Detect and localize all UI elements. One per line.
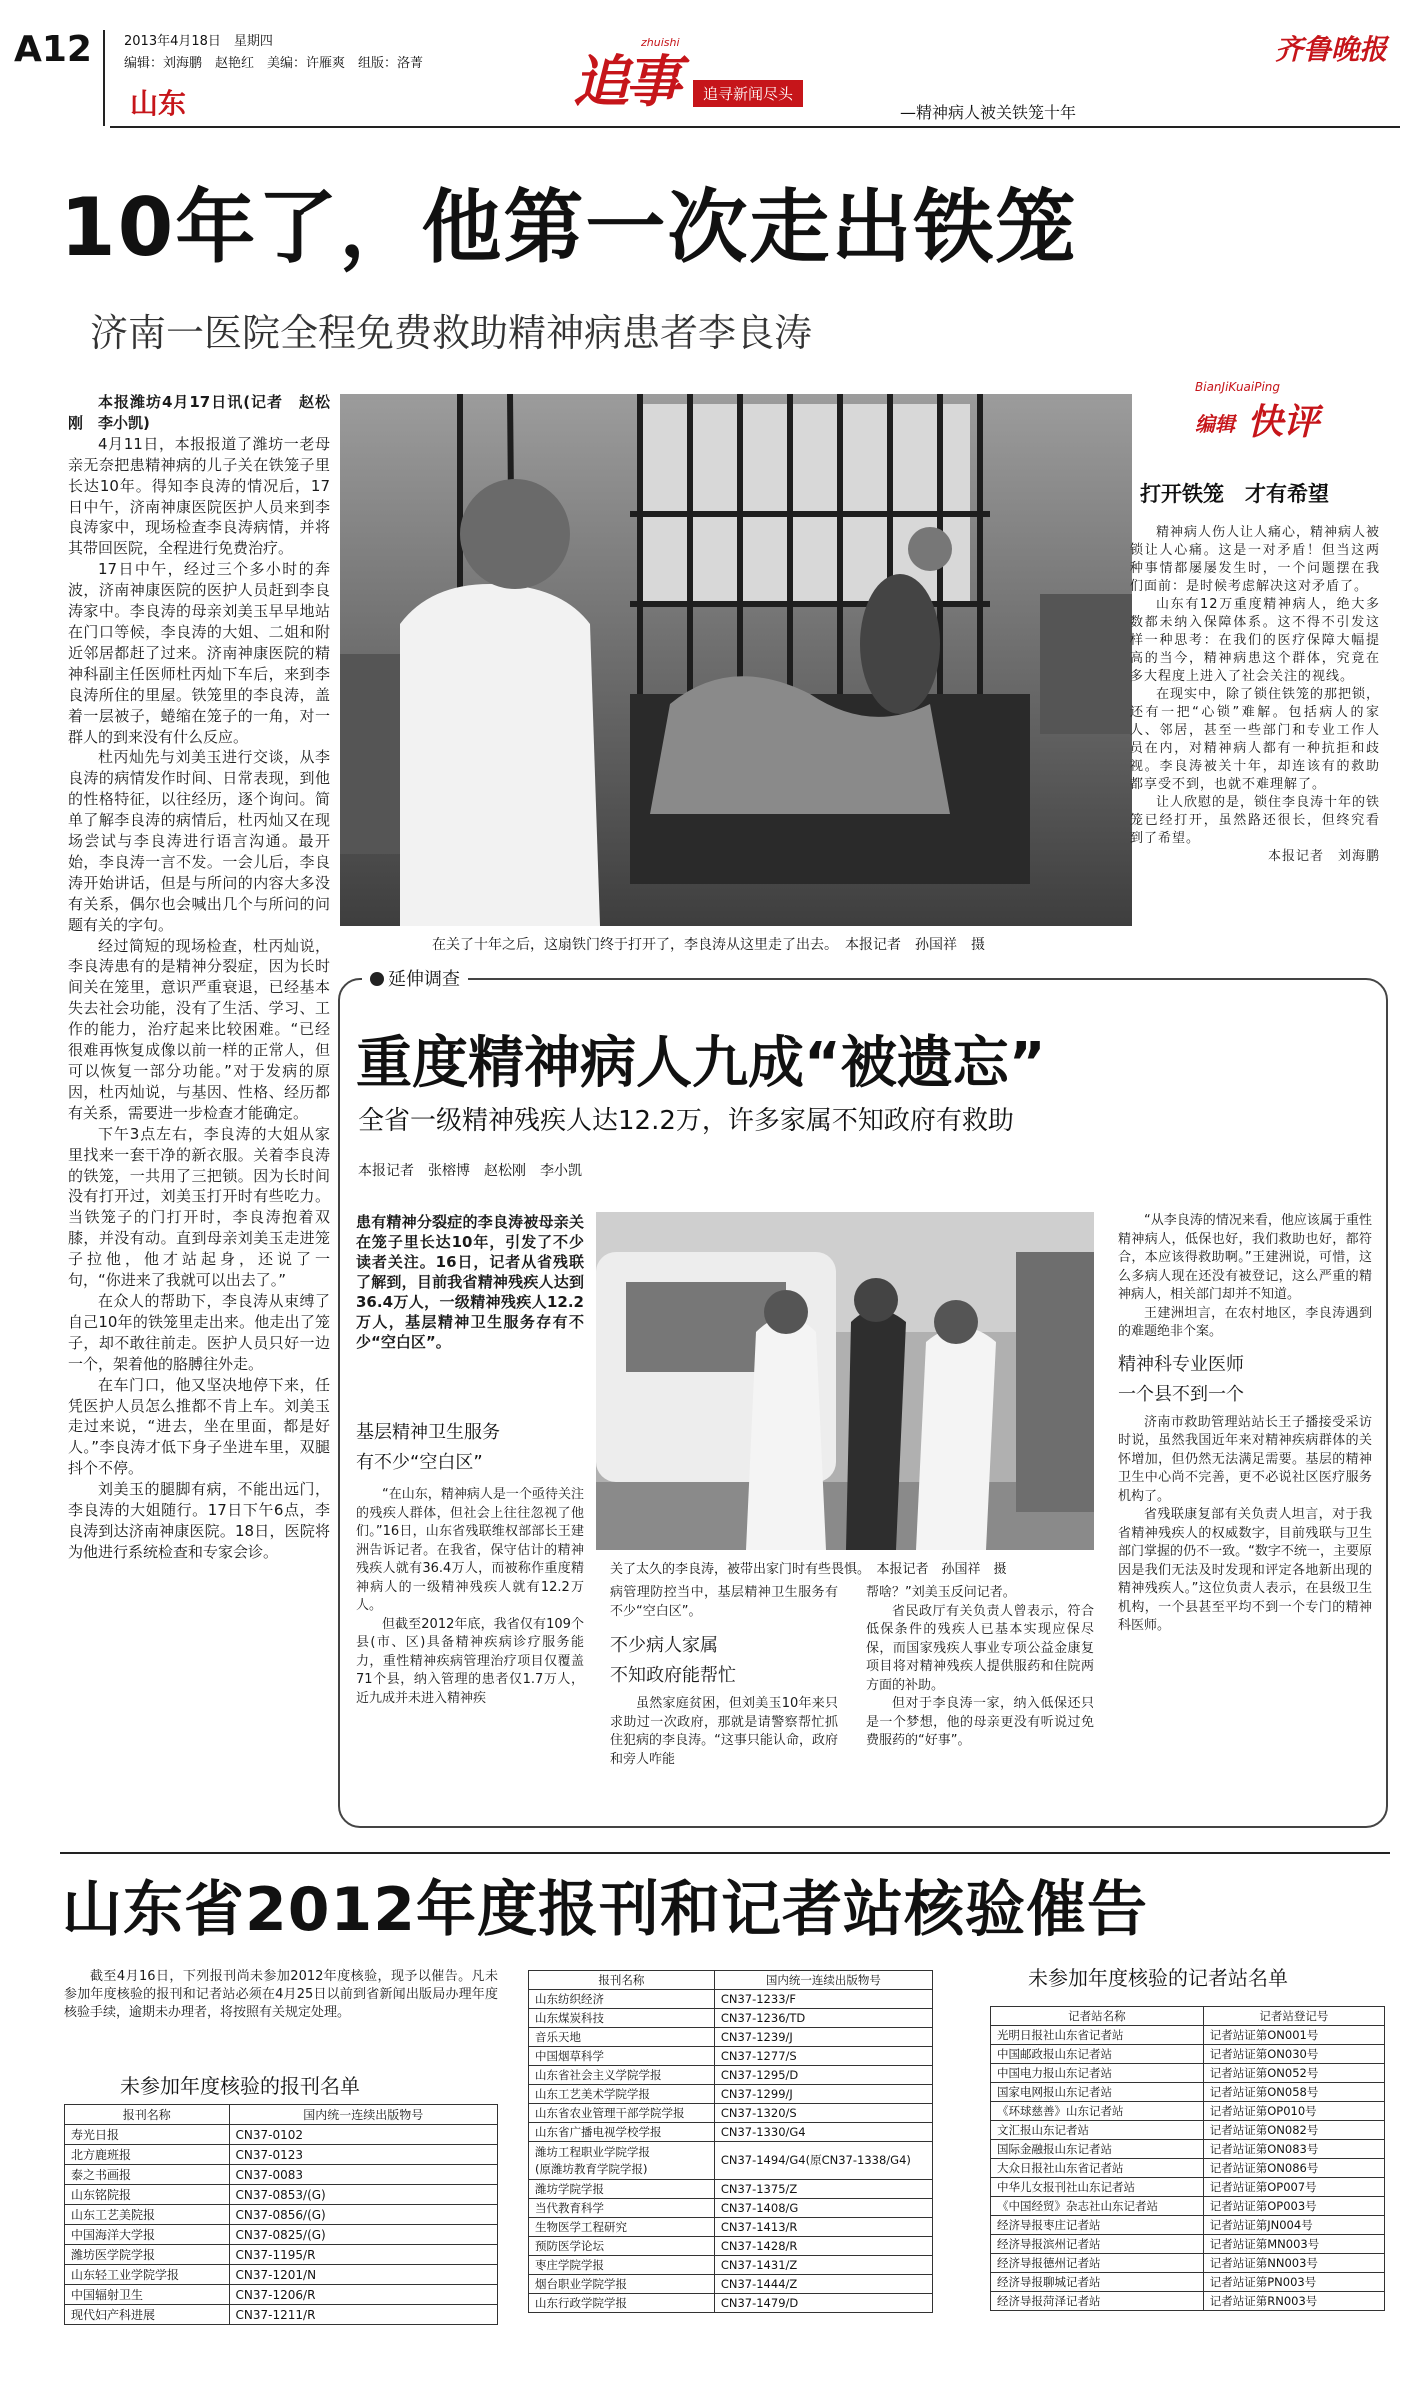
main-paragraph: 在众人的帮助下，李良涛从束缚了自己10年的铁笼里走出来。他走出了笼子，却不敢往前走。医护人员只好一边一个，架着他的胳膊往外走。	[68, 1291, 330, 1373]
investigation-paragraph: 王建洲坦言，在农村地区，李良涛遇到的难题绝非个案。	[1118, 1305, 1372, 1339]
table-row	[991, 2045, 1385, 2064]
table-cell: 潍坊学院学报	[529, 2180, 715, 2199]
commentary-paragraph: 山东有12万重度精神病人，绝大多数都未纳入保障体系。这不得不引发这样一种思考：在我们的医疗保障大幅提高的当今，精神病患这个群体，究竟在多大程度上进入了社会关注的视线。	[1130, 597, 1380, 684]
table-row	[65, 2245, 498, 2265]
periodical-table-1	[64, 2104, 498, 2325]
table-row	[991, 2083, 1385, 2102]
table-cell: 记者站证第OP010号	[1203, 2102, 1384, 2121]
table-cell: 生物医学工程研究	[529, 2218, 715, 2237]
table-cell: 记者站证第ON052号	[1203, 2064, 1384, 2083]
table-row	[529, 2085, 933, 2104]
table-cell: 经济导报枣庄记者站	[991, 2216, 1204, 2235]
notice-headline: 山东省2012年度报刊和记者站核验催告	[62, 1875, 1148, 1945]
investigation-col4	[1118, 1212, 1372, 1812]
sub2-title-b: 不知政府能帮忙	[610, 1665, 736, 1686]
section-name: 山东	[130, 87, 187, 120]
table-cell: CN37-1413/R	[714, 2218, 932, 2237]
table-row	[991, 2140, 1385, 2159]
table-cell: CN37-0123	[229, 2145, 497, 2165]
sub2-title	[610, 1631, 838, 1691]
commentary-paragraph: 精神病人伤人让人痛心，精神病人被锁让人心痛。这是一对矛盾！但当这两种事情都屡屡发生时，一个问题摆在我们面前：是时候考虑解决这对矛盾了。	[1130, 525, 1380, 594]
table-header-cell: 记者站名称	[991, 2007, 1204, 2026]
investigation-paragraph: “在山东，精神病人是一个亟待关注的残疾人群体，但社会上往往忽视了他们。”16日，山东省残联维权部部长王建洲告诉记者。在我省，保守估计的精神残疾人就有36.4万人，而被称作重度精神病人的一级精神残疾人就有12.2万人。	[356, 1487, 584, 1613]
table-row	[65, 2265, 498, 2285]
column-logo	[573, 32, 873, 122]
commentary-paragraph: 在现实中，除了锁住铁笼的那把锁，还有一把“心锁”难解。包括病人的家人、邻居，甚至一些部门和专业工作人员在内，对精神病人都有一种抗拒和歧视。李良涛被关十年，却连该有的救助都享受不到，也就不难理解了。	[1130, 687, 1380, 792]
commentary-body	[1130, 524, 1380, 959]
table-cell: 记者站证第ON086号	[1203, 2159, 1384, 2178]
table-header-cell: 国内统一连续出版物号	[229, 2105, 497, 2125]
table-row	[65, 2205, 498, 2225]
table-row	[991, 2102, 1385, 2121]
table-cell: 文汇报山东记者站	[991, 2121, 1204, 2140]
table-row	[991, 2178, 1385, 2197]
topic-line: —精神病人被关铁笼十年	[900, 103, 1077, 122]
investigation-photo-caption: 关了太久的李良涛，被带出家门时有些畏惧。 本报记者 孙国祥 摄	[610, 1562, 1007, 1577]
table-header-cell: 报刊名称	[529, 1971, 715, 1990]
table-cell: CN37-1239/J	[714, 2028, 932, 2047]
table-row	[65, 2165, 498, 2185]
table-cell: 中国电力报山东记者站	[991, 2064, 1204, 2083]
table-cell: 枣庄学院学报	[529, 2256, 715, 2275]
column-pinyin: zhuishi	[641, 36, 680, 49]
table-row	[991, 2292, 1385, 2311]
main-photo-caption: 在关了十年之后，这扇铁门终于打开了，李良涛从这里走了出去。 本报记者 孙国祥 摄	[432, 937, 985, 953]
main-body-column	[68, 392, 330, 1827]
table-cell: CN37-1330/G4	[714, 2123, 932, 2142]
table-row	[529, 2028, 933, 2047]
sub2-title-a: 不少病人家属	[610, 1635, 718, 1656]
commentary-pinyin: BianJiKuaiPing	[1195, 380, 1281, 394]
table-cell: 现代妇产科进展	[65, 2305, 230, 2325]
table-cell: CN37-1444/Z	[714, 2275, 932, 2294]
main-paragraph: 杜丙灿先与刘美玉进行交谈，从李良涛的病情发作时间、日常表现，到他的性格特征，以往经历，逐个询问。简单了解李良涛的病情后，杜丙灿又在现场尝试与李良涛进行语言沟通。最开始，李良涛一言不发。一会儿后，李良涛开始讲话，但是与所问的内容大多没有关系，偶尔也会喊出几个与所问的问题有关的字句。	[68, 748, 330, 934]
table-cell: 山东纺织经济	[529, 1990, 715, 2009]
table-cell: 记者站证第MN003号	[1203, 2235, 1384, 2254]
investigation-subhead: 全省一级精神残疾人达12.2万，许多家属不知政府有救助	[358, 1106, 1014, 1136]
table-cell: 山东铭院报	[65, 2185, 230, 2205]
table-row	[529, 2237, 933, 2256]
investigation-paragraph: 省民政厅有关负责人曾表示，符合低保条件的残疾人已基本实现应保尽保，而国家残疾人事业专项公益金康复项目将对精神残疾人提供服药和住院两方面的补助。	[866, 1603, 1094, 1693]
table-cell: 烟台职业学院学报	[529, 2275, 715, 2294]
table-cell: 经济导报聊城记者站	[991, 2273, 1204, 2292]
main-headline: 10年了，他第一次走出铁笼	[60, 181, 1078, 274]
table-header-row	[529, 1971, 933, 1990]
table-row	[991, 2197, 1385, 2216]
table-cell: CN37-1479/D	[714, 2294, 932, 2313]
table-row	[529, 2256, 933, 2275]
commentary-title: 打开铁笼 才有希望	[1140, 482, 1329, 506]
table-row	[529, 2066, 933, 2085]
sub1-title-a: 基层精神卫生服务	[356, 1422, 500, 1443]
investigation-paragraph: “从李良涛的情况来看，他应该属于重性精神病人，低保也好，我们救助也好，都符合，本应该得救助啊。”王建洲说，可惜，这么多病人现在还没有被登记，这么严重的精神病人，相关部门却并不知道。	[1118, 1213, 1372, 1302]
table-header-cell: 记者站登记号	[1203, 2007, 1384, 2026]
investigation-headline	[356, 1030, 1046, 1098]
table-cell: CN37-1375/Z	[714, 2180, 932, 2199]
periodical-table-2	[528, 1970, 933, 2313]
editors-line: 编辑：刘海鹏 赵艳红 美编：许雁爽 组版：洛菁	[124, 56, 424, 71]
table-cell: 中国辐射卫生	[65, 2285, 230, 2305]
table-cell: 北方鹿班报	[65, 2145, 230, 2165]
investigation-paragraph: 帮啥？”刘美玉反问记者。	[866, 1585, 1016, 1600]
table-cell: 山东轻工业学院学报	[65, 2265, 230, 2285]
table-cell: 光明日报社山东省记者站	[991, 2026, 1204, 2045]
main-photo	[340, 394, 1132, 926]
table-cell: 山东省社会主义学院学报	[529, 2066, 715, 2085]
table-row	[529, 2180, 933, 2199]
table-row	[65, 2145, 498, 2165]
table-cell: 山东省农业管理干部学院学报	[529, 2104, 715, 2123]
table-cell: 《环球慈善》山东记者站	[991, 2102, 1204, 2121]
table-cell: 记者站证第OP003号	[1203, 2197, 1384, 2216]
main-dateline: 本报潍坊4月17日讯(记者 赵松刚 李小凯)	[68, 393, 330, 432]
commentary-paragraph: 让人欣慰的是，锁住李良涛十年的铁笼已经打开，虽然路还很长，但终究看到了希望。	[1130, 795, 1380, 846]
table-header-row	[65, 2105, 498, 2125]
notice-rule	[60, 1852, 1390, 1854]
investigation-col1	[356, 1486, 584, 1816]
investigation-paragraph: 但对于李良涛一家，纳入低保还只是一个梦想，他的母亲更没有听说过免费服药的“好事”。	[866, 1696, 1094, 1748]
table-cell: CN37-1428/R	[714, 2237, 932, 2256]
page-header	[0, 0, 1417, 140]
table-cell: CN37-1195/R	[229, 2245, 497, 2265]
table-header-cell: 国内统一连续出版物号	[714, 1971, 932, 1990]
table-cell: 预防医学论坛	[529, 2237, 715, 2256]
table-row	[65, 2305, 498, 2325]
investigation-lead: 患有精神分裂症的李良涛被母亲关在笼子里长达10年，引发了不少读者关注。16日，记者从省残联了解到，目前我省精神残疾人达到36.4万人，一级精神残疾人12.2万人，基层精神卫生服务存有不少“空白区”。	[356, 1213, 584, 1351]
page-number: A12	[14, 29, 92, 70]
table-row	[529, 2009, 933, 2028]
investigation-col3	[866, 1584, 1094, 1814]
table-cell: 记者站证第JN004号	[1203, 2216, 1384, 2235]
investigation-col2-top: 病管理防控当中，基层精神卫生服务有不少“空白区”。	[610, 1585, 838, 1619]
table-row	[529, 2275, 933, 2294]
escort-photo-illustration	[596, 1212, 1094, 1550]
main-paragraph: 17日中午，经过三个多小时的奔波，济南神康医院的医护人员赶到李良涛家中。李良涛的母亲刘美玉早早地站在门口等候，李良涛的大姐、二姐和附近邻居都赶了过来。济南神康医院的精神科副主任医师杜丙灿下车后，来到李良涛所住的里屋。铁笼里的李良涛，盖着一层被子，蜷缩在笼子的一角，对一群人的到来没有什么反应。	[68, 560, 330, 746]
table-row	[529, 2104, 933, 2123]
table-cell: 国际金融报山东记者站	[991, 2140, 1204, 2159]
table	[990, 2006, 1385, 2311]
table-cell: 中国邮政报山东记者站	[991, 2045, 1204, 2064]
table-cell: CN37-1201/N	[229, 2265, 497, 2285]
table-cell: 中国海洋大学报	[65, 2225, 230, 2245]
table-cell: CN37-1206/R	[229, 2285, 497, 2305]
main-paragraph: 在车门口，他又坚决地停下来，任凭医护人员怎么推都不肯上车。刘美玉走过来说，“进去，坐在里面，都是好人。”李良涛才低下身子坐进车里，双腿抖个不停。	[68, 1375, 330, 1478]
column-name: 追事	[573, 49, 677, 115]
table-cell: CN37-1277/S	[714, 2047, 932, 2066]
table-row	[991, 2121, 1385, 2140]
main-paragraph: 经过简短的现场检查，杜丙灿说，李良涛患有的是精神分裂症，因为长时间关在笼里，意识严重衰退，已经基本失去社会功能，没有了生活、学习、工作的能力，治疗起来比较困难。“已经很难再恢复成像以前一样的正常人，但可以恢复一部分功能。”对于发病的原因，杜丙灿说，与基因、性格、经历都有关系，需要进一步检查才能确定。	[68, 936, 330, 1122]
table	[528, 1970, 933, 2313]
investigation-photo	[596, 1212, 1094, 1550]
table-cell: 泰之书画报	[65, 2165, 230, 2185]
table-cell: CN37-1320/S	[714, 2104, 932, 2123]
table-row	[529, 2142, 933, 2180]
table-cell: CN37-1408/G	[714, 2199, 932, 2218]
table-cell: 山东工艺美术学院学报	[529, 2085, 715, 2104]
paper-logo: 齐鲁晚报	[1275, 33, 1388, 66]
table-cell: CN37-1431/Z	[714, 2256, 932, 2275]
investigation-paragraph: 虽然家庭贫困，但刘美玉10年来只求助过一次政府，那就是请警察帮忙抓住犯病的李良涛。“这事只能认命，政府和旁人咋能	[610, 1696, 838, 1767]
list2-title: 未参加年度核验的记者站名单	[1028, 1966, 1288, 1990]
table-cell: 当代教育科学	[529, 2199, 715, 2218]
main-paragraph: 下午3点左右，李良涛的大姐从家里找来一套干净的新衣服。关着李良涛的铁笼，一共用了三把锁。因为长时间没有打开过，刘美玉打开时有些吃力。当铁笼子的门打开时，李良涛抱着双膝，并没有动。直到母亲刘美玉走进笼子拉他，他才站起身，还说了一句，“你进来了我就可以出去了。”	[68, 1124, 330, 1290]
table-row	[529, 2047, 933, 2066]
date-line: 2013年4月18日 星期四	[124, 34, 273, 49]
table-cell: 记者站证第PN003号	[1203, 2273, 1384, 2292]
table-cell: 国家电网报山东记者站	[991, 2083, 1204, 2102]
sub3-title-a: 精神科专业医师	[1118, 1353, 1244, 1375]
investigation-paragraph: 但截至2012年底，我省仅有109个县(市、区)具备精神疾病诊疗服务能力，重性精神疾病管理治疗项目仅覆盖71个县，纳入管理的患者仅1.7万人，近九成并未进入精神疾	[356, 1616, 584, 1706]
table-row	[991, 2273, 1385, 2292]
table-row	[529, 2199, 933, 2218]
investigation-headline-a: 重度精神病人九成	[356, 1031, 804, 1096]
table-cell: 记者站证第ON001号	[1203, 2026, 1384, 2045]
table-row	[991, 2216, 1385, 2235]
sub3-title-b: 一个县不到一个	[1118, 1383, 1244, 1405]
table-cell: 山东煤炭科技	[529, 2009, 715, 2028]
investigation-tag-label: 延伸调查	[388, 969, 460, 990]
table-cell: CN37-1295/D	[714, 2066, 932, 2085]
table-cell: CN37-1233/F	[714, 1990, 932, 2009]
table-cell: 中华儿女报刊社山东记者站	[991, 2178, 1204, 2197]
investigation-headline-b: “被遗忘”	[804, 1031, 1046, 1096]
investigation-paragraph: 省残联康复部有关负责人坦言，对于我省精神残疾人的权威数字，目前残联与卫生部门掌握的仍不一致。“数字不统一，主要原因是我们无法及时发现和评定各地新出现的精神残疾人。”这位负责人表示，在县级卫生机构，一个县甚至平均不到一个专门的精神科医师。	[1118, 1507, 1372, 1633]
investigation-col2	[610, 1584, 838, 1814]
cage-photo-illustration	[340, 394, 1132, 926]
notice-intro: 截至4月16日，下列报刊尚未参加2012年度核验，现予以催告。凡未参加年度核验的报刊和记者站必须在4月25日以前到省新闻出版局办理年度核验手续，逾期未办理者，将按照有关规定处理。	[64, 1969, 498, 2020]
commentary-byline: 本报记者 刘海鹏	[1267, 849, 1380, 864]
investigation-paragraph: 济南市救助管理站站长王子播接受采访时说，虽然我国近年来对精神疾病群体的关怀增加，但仍然无法满足需要。基层的精神卫生中心尚不完善，更不必说社区医疗服务机构了。	[1118, 1414, 1372, 1504]
table-cell: 记者站证第NN003号	[1203, 2254, 1384, 2273]
station-table	[990, 2006, 1385, 2311]
table-row	[65, 2225, 498, 2245]
table-cell: 记者站证第RN003号	[1203, 2292, 1384, 2311]
table-cell: CN37-0853/(G)	[229, 2185, 497, 2205]
table-row	[65, 2185, 498, 2205]
sub3-title	[1118, 1350, 1372, 1410]
table-cell: 经济导报滨州记者站	[991, 2235, 1204, 2254]
sub1-title	[356, 1418, 500, 1478]
table-cell: CN37-1236/TD	[714, 2009, 932, 2028]
table-row	[991, 2254, 1385, 2273]
table-cell: CN37-0825/(G)	[229, 2225, 497, 2245]
table-cell: 记者站证第ON082号	[1203, 2121, 1384, 2140]
table-cell: 记者站证第ON030号	[1203, 2045, 1384, 2064]
list1-title: 未参加年度核验的报刊名单	[120, 2074, 360, 2098]
commentary-label-a: 编辑	[1195, 412, 1235, 436]
table-row	[529, 2294, 933, 2313]
table-row	[991, 2026, 1385, 2045]
commentary-logo	[1185, 380, 1385, 460]
table-cell: 《中国经贸》杂志社山东记者站	[991, 2197, 1204, 2216]
commentary-label-b: 快评	[1247, 402, 1320, 443]
table-cell: 山东省广播电视学校学报	[529, 2123, 715, 2142]
tag-dot-icon	[370, 972, 384, 986]
table-cell: CN37-1211/R	[229, 2305, 497, 2325]
table-row	[991, 2159, 1385, 2178]
table-row	[65, 2285, 498, 2305]
header-divider-vertical	[103, 30, 105, 126]
table-cell: 山东工艺美院报	[65, 2205, 230, 2225]
investigation-tag	[362, 965, 468, 991]
table-header-cell: 报刊名称	[65, 2105, 230, 2125]
table-header-row	[991, 2007, 1385, 2026]
table-cell: CN37-0083	[229, 2165, 497, 2185]
table-row	[529, 2123, 933, 2142]
table-cell: 经济导报菏泽记者站	[991, 2292, 1204, 2311]
table-cell: 记者站证第OP007号	[1203, 2178, 1384, 2197]
table-cell: 寿光日报	[65, 2125, 230, 2145]
table-cell: 音乐天地	[529, 2028, 715, 2047]
table-row	[991, 2235, 1385, 2254]
table-cell: 山东行政学院学报	[529, 2294, 715, 2313]
main-subhead: 济南一医院全程免费救助精神病患者李良涛	[90, 311, 813, 355]
table-cell: 记者站证第ON083号	[1203, 2140, 1384, 2159]
table-cell: 潍坊工程职业学院学报 (原潍坊教育学院学报)	[529, 2142, 715, 2180]
table-cell: CN37-0856/(G)	[229, 2205, 497, 2225]
table-cell: 潍坊医学院学报	[65, 2245, 230, 2265]
table-row	[991, 2064, 1385, 2083]
table-cell: 记者站证第ON058号	[1203, 2083, 1384, 2102]
table-cell: 大众日报社山东省记者站	[991, 2159, 1204, 2178]
main-paragraph: 4月11日，本报报道了潍坊一老母亲无奈把患精神病的儿子关在铁笼子里长达10年。得知李良涛的情况后，17日中午，济南神康医院医护人员来到李良涛家中，现场检查李良涛病情，并将其带回医院，全程进行免费治疗。	[68, 434, 330, 558]
main-paragraph: 刘美玉的腿脚有病，不能出远门，李良涛的大姐随行。17日下午6点，李良涛到达济南神康医院。18日，医院将为他进行系统检查和专家会诊。	[68, 1480, 330, 1561]
sub1-title-b: 有不少“空白区”	[356, 1452, 483, 1473]
table-cell: CN37-1299/J	[714, 2085, 932, 2104]
table-row	[65, 2125, 498, 2145]
column-slogan: 追寻新闻尽头	[693, 80, 803, 107]
table-cell: 经济导报德州记者站	[991, 2254, 1204, 2273]
investigation-byline: 本报记者 张榕博 赵松刚 李小凯	[358, 1163, 582, 1179]
table-row	[529, 2218, 933, 2237]
table	[64, 2104, 498, 2325]
table-row	[529, 1990, 933, 2009]
header-rule	[110, 126, 1400, 128]
table-cell: CN37-0102	[229, 2125, 497, 2145]
table-cell: 中国烟草科学	[529, 2047, 715, 2066]
table-cell: CN37-1494/G4(原CN37-1338/G4)	[714, 2142, 932, 2180]
